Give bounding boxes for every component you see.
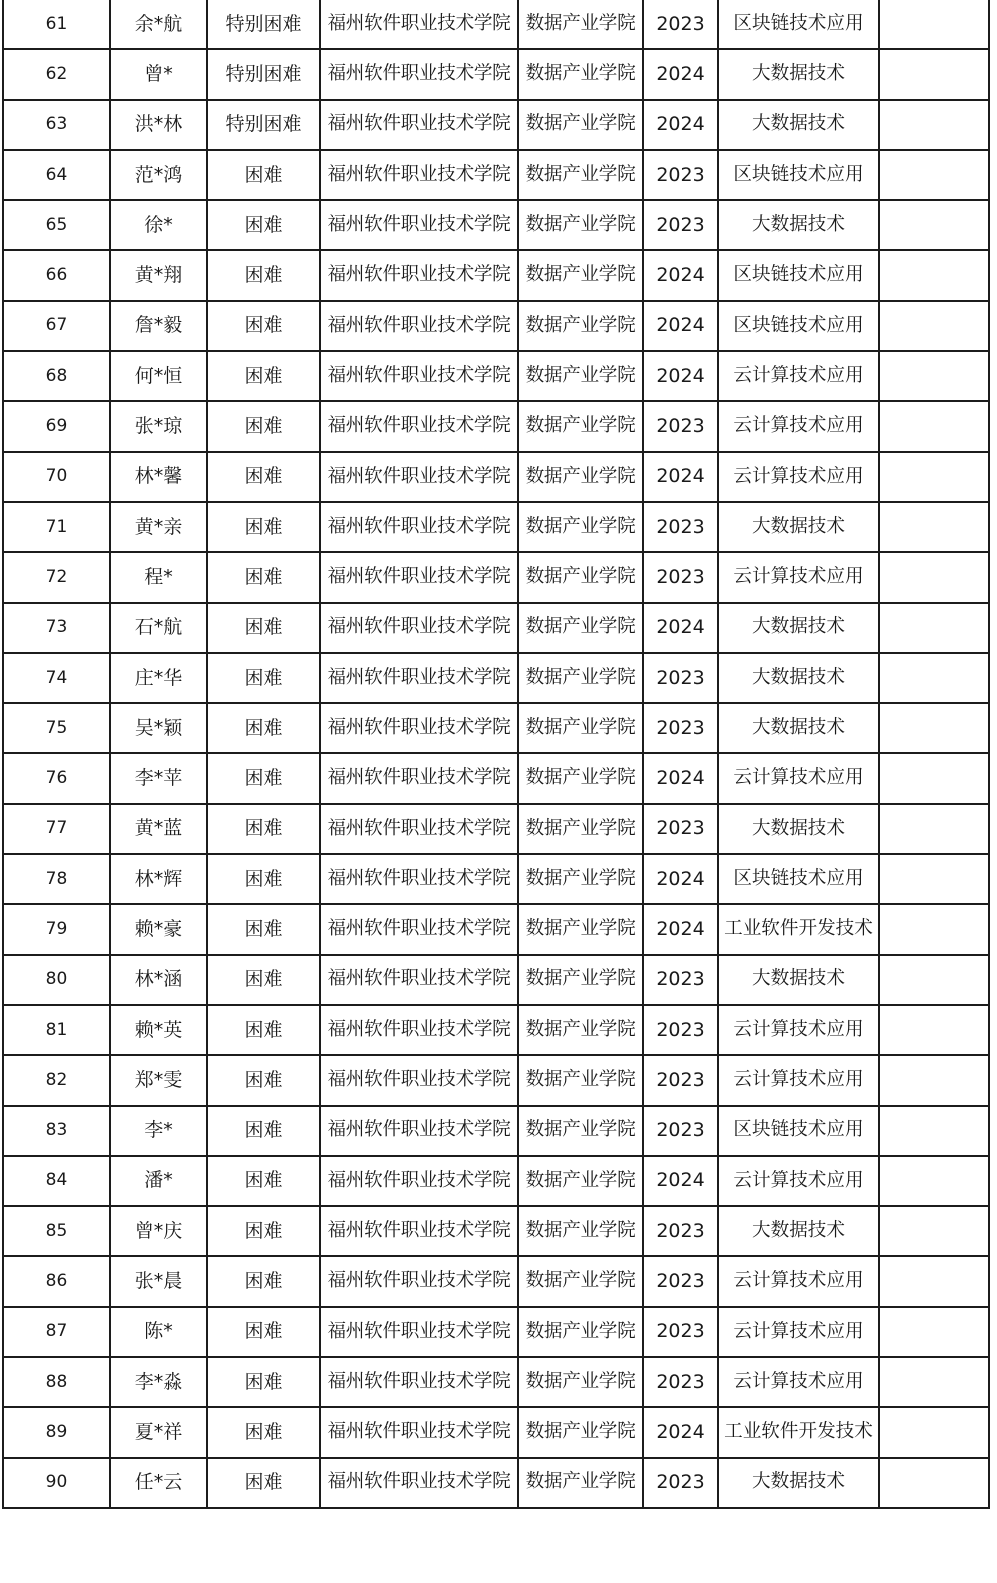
school-name-cell: 福州软件职业技术学院: [320, 804, 518, 854]
row-number-cell: 88: [3, 1357, 110, 1407]
empty-cell: [879, 804, 989, 854]
row-number-cell: 68: [3, 351, 110, 401]
row-number-cell: 71: [3, 502, 110, 552]
major-name-cell: 云计算技术应用: [718, 1005, 879, 1055]
major-name-cell: 云计算技术应用: [718, 401, 879, 451]
college-name-cell: 数据产业学院: [518, 351, 643, 401]
enrollment-year-cell: 2023: [643, 804, 718, 854]
student-name-cell: 曾*: [110, 49, 207, 99]
college-name-cell: 数据产业学院: [518, 250, 643, 300]
row-number-cell: 72: [3, 552, 110, 602]
hardship-level-cell: 困难: [207, 1055, 320, 1105]
hardship-level-cell: 困难: [207, 301, 320, 351]
student-name-cell: 洪*林: [110, 100, 207, 150]
row-number-cell: 79: [3, 904, 110, 954]
enrollment-year-cell: 2023: [643, 0, 718, 49]
student-name-cell: 詹*毅: [110, 301, 207, 351]
empty-cell: [879, 1256, 989, 1306]
school-name-cell: 福州软件职业技术学院: [320, 401, 518, 451]
student-name-cell: 李*苹: [110, 753, 207, 803]
empty-cell: [879, 1005, 989, 1055]
row-number-cell: 62: [3, 49, 110, 99]
school-name-cell: 福州软件职业技术学院: [320, 1005, 518, 1055]
table-row: [3, 703, 989, 753]
empty-cell: [879, 1156, 989, 1206]
student-name-cell: 庄*华: [110, 653, 207, 703]
enrollment-year-cell: 2024: [643, 904, 718, 954]
school-name-cell: 福州软件职业技术学院: [320, 552, 518, 602]
hardship-level-cell: 困难: [207, 1106, 320, 1156]
student-name-cell: 任*云: [110, 1458, 207, 1508]
college-name-cell: 数据产业学院: [518, 904, 643, 954]
table-row: [3, 301, 989, 351]
major-name-cell: 云计算技术应用: [718, 351, 879, 401]
empty-cell: [879, 49, 989, 99]
row-number-cell: 77: [3, 804, 110, 854]
hardship-level-cell: 困难: [207, 200, 320, 250]
major-name-cell: 云计算技术应用: [718, 1156, 879, 1206]
student-name-cell: 林*辉: [110, 854, 207, 904]
school-name-cell: 福州软件职业技术学院: [320, 1156, 518, 1206]
college-name-cell: 数据产业学院: [518, 100, 643, 150]
table-row: [3, 854, 989, 904]
hardship-level-cell: 困难: [207, 1005, 320, 1055]
hardship-level-cell: 困难: [207, 401, 320, 451]
college-name-cell: 数据产业学院: [518, 1156, 643, 1206]
empty-cell: [879, 1307, 989, 1357]
school-name-cell: 福州软件职业技术学院: [320, 653, 518, 703]
school-name-cell: 福州软件职业技术学院: [320, 1458, 518, 1508]
row-number-cell: 89: [3, 1407, 110, 1457]
hardship-level-cell: 困难: [207, 653, 320, 703]
college-name-cell: 数据产业学院: [518, 49, 643, 99]
hardship-level-cell: 困难: [207, 1307, 320, 1357]
enrollment-year-cell: 2023: [643, 955, 718, 1005]
enrollment-year-cell: 2024: [643, 753, 718, 803]
college-name-cell: 数据产业学院: [518, 1055, 643, 1105]
hardship-level-cell: 困难: [207, 1357, 320, 1407]
empty-cell: [879, 703, 989, 753]
enrollment-year-cell: 2023: [643, 1458, 718, 1508]
table-row: [3, 804, 989, 854]
table-row: [3, 1005, 989, 1055]
table-row: [3, 1407, 989, 1457]
hardship-level-cell: 困难: [207, 1407, 320, 1457]
empty-cell: [879, 753, 989, 803]
school-name-cell: 福州软件职业技术学院: [320, 351, 518, 401]
empty-cell: [879, 1206, 989, 1256]
major-name-cell: 云计算技术应用: [718, 1307, 879, 1357]
college-name-cell: 数据产业学院: [518, 1206, 643, 1256]
school-name-cell: 福州软件职业技术学院: [320, 1357, 518, 1407]
major-name-cell: 区块链技术应用: [718, 0, 879, 49]
enrollment-year-cell: 2024: [643, 250, 718, 300]
major-name-cell: 云计算技术应用: [718, 1357, 879, 1407]
table-row: [3, 250, 989, 300]
empty-cell: [879, 100, 989, 150]
enrollment-year-cell: 2024: [643, 351, 718, 401]
student-name-cell: 张*琼: [110, 401, 207, 451]
empty-cell: [879, 401, 989, 451]
hardship-level-cell: 困难: [207, 703, 320, 753]
college-name-cell: 数据产业学院: [518, 804, 643, 854]
major-name-cell: 区块链技术应用: [718, 301, 879, 351]
student-aid-table: [2, 0, 990, 1509]
empty-cell: [879, 502, 989, 552]
college-name-cell: 数据产业学院: [518, 502, 643, 552]
table-row: [3, 552, 989, 602]
major-name-cell: 云计算技术应用: [718, 1055, 879, 1105]
row-number-cell: 65: [3, 200, 110, 250]
table-row: [3, 753, 989, 803]
hardship-level-cell: 困难: [207, 1458, 320, 1508]
major-name-cell: 区块链技术应用: [718, 250, 879, 300]
hardship-level-cell: 特别困难: [207, 49, 320, 99]
hardship-level-cell: 困难: [207, 452, 320, 502]
school-name-cell: 福州软件职业技术学院: [320, 100, 518, 150]
row-number-cell: 81: [3, 1005, 110, 1055]
empty-cell: [879, 1055, 989, 1105]
college-name-cell: 数据产业学院: [518, 1106, 643, 1156]
college-name-cell: 数据产业学院: [518, 653, 643, 703]
college-name-cell: 数据产业学院: [518, 854, 643, 904]
row-number-cell: 74: [3, 653, 110, 703]
college-name-cell: 数据产业学院: [518, 401, 643, 451]
enrollment-year-cell: 2023: [643, 1357, 718, 1407]
hardship-level-cell: 困难: [207, 603, 320, 653]
student-name-cell: 范*鸿: [110, 150, 207, 200]
student-name-cell: 陈*: [110, 1307, 207, 1357]
empty-cell: [879, 200, 989, 250]
table-row: [3, 603, 989, 653]
student-name-cell: 余*航: [110, 0, 207, 49]
school-name-cell: 福州软件职业技术学院: [320, 1206, 518, 1256]
table-row: [3, 1206, 989, 1256]
enrollment-year-cell: 2023: [643, 200, 718, 250]
major-name-cell: 大数据技术: [718, 100, 879, 150]
college-name-cell: 数据产业学院: [518, 955, 643, 1005]
table-row: [3, 904, 989, 954]
major-name-cell: 工业软件开发技术: [718, 904, 879, 954]
table-row: [3, 351, 989, 401]
enrollment-year-cell: 2023: [643, 150, 718, 200]
enrollment-year-cell: 2023: [643, 1206, 718, 1256]
college-name-cell: 数据产业学院: [518, 301, 643, 351]
major-name-cell: 大数据技术: [718, 653, 879, 703]
enrollment-year-cell: 2023: [643, 502, 718, 552]
major-name-cell: 云计算技术应用: [718, 1256, 879, 1306]
student-name-cell: 程*: [110, 552, 207, 602]
student-name-cell: 夏*祥: [110, 1407, 207, 1457]
enrollment-year-cell: 2024: [643, 301, 718, 351]
empty-cell: [879, 452, 989, 502]
table-row: [3, 150, 989, 200]
hardship-level-cell: 困难: [207, 351, 320, 401]
hardship-level-cell: 困难: [207, 1256, 320, 1306]
college-name-cell: 数据产业学院: [518, 0, 643, 49]
table-row: [3, 401, 989, 451]
college-name-cell: 数据产业学院: [518, 1458, 643, 1508]
student-name-cell: 赖*豪: [110, 904, 207, 954]
empty-cell: [879, 301, 989, 351]
major-name-cell: 大数据技术: [718, 200, 879, 250]
row-number-cell: 84: [3, 1156, 110, 1206]
college-name-cell: 数据产业学院: [518, 1357, 643, 1407]
major-name-cell: 区块链技术应用: [718, 854, 879, 904]
table-row: [3, 1357, 989, 1407]
row-number-cell: 82: [3, 1055, 110, 1105]
row-number-cell: 85: [3, 1206, 110, 1256]
college-name-cell: 数据产业学院: [518, 452, 643, 502]
hardship-level-cell: 困难: [207, 250, 320, 300]
major-name-cell: 大数据技术: [718, 1206, 879, 1256]
empty-cell: [879, 854, 989, 904]
college-name-cell: 数据产业学院: [518, 1256, 643, 1306]
row-number-cell: 69: [3, 401, 110, 451]
table-row: [3, 100, 989, 150]
row-number-cell: 70: [3, 452, 110, 502]
row-number-cell: 66: [3, 250, 110, 300]
student-name-cell: 张*晨: [110, 1256, 207, 1306]
major-name-cell: 工业软件开发技术: [718, 1407, 879, 1457]
empty-cell: [879, 653, 989, 703]
student-name-cell: 郑*雯: [110, 1055, 207, 1105]
hardship-level-cell: 困难: [207, 904, 320, 954]
college-name-cell: 数据产业学院: [518, 150, 643, 200]
empty-cell: [879, 351, 989, 401]
empty-cell: [879, 1106, 989, 1156]
school-name-cell: 福州软件职业技术学院: [320, 1256, 518, 1306]
major-name-cell: 区块链技术应用: [718, 150, 879, 200]
hardship-level-cell: 特别困难: [207, 0, 320, 49]
empty-cell: [879, 603, 989, 653]
empty-cell: [879, 150, 989, 200]
student-name-cell: 石*航: [110, 603, 207, 653]
student-name-cell: 李*淼: [110, 1357, 207, 1407]
table-row: [3, 1307, 989, 1357]
enrollment-year-cell: 2024: [643, 100, 718, 150]
student-name-cell: 林*馨: [110, 452, 207, 502]
row-number-cell: 78: [3, 854, 110, 904]
school-name-cell: 福州软件职业技术学院: [320, 452, 518, 502]
table-row: [3, 1256, 989, 1306]
major-name-cell: 云计算技术应用: [718, 753, 879, 803]
school-name-cell: 福州软件职业技术学院: [320, 1055, 518, 1105]
major-name-cell: 区块链技术应用: [718, 1106, 879, 1156]
empty-cell: [879, 1458, 989, 1508]
school-name-cell: 福州软件职业技术学院: [320, 955, 518, 1005]
hardship-level-cell: 困难: [207, 854, 320, 904]
school-name-cell: 福州软件职业技术学院: [320, 753, 518, 803]
enrollment-year-cell: 2023: [643, 1307, 718, 1357]
enrollment-year-cell: 2024: [643, 49, 718, 99]
school-name-cell: 福州软件职业技术学院: [320, 1307, 518, 1357]
empty-cell: [879, 955, 989, 1005]
school-name-cell: 福州软件职业技术学院: [320, 904, 518, 954]
hardship-level-cell: 困难: [207, 804, 320, 854]
table-row: [3, 0, 989, 49]
row-number-cell: 80: [3, 955, 110, 1005]
row-number-cell: 63: [3, 100, 110, 150]
major-name-cell: 云计算技术应用: [718, 452, 879, 502]
major-name-cell: 大数据技术: [718, 502, 879, 552]
row-number-cell: 61: [3, 0, 110, 49]
enrollment-year-cell: 2024: [643, 854, 718, 904]
school-name-cell: 福州软件职业技术学院: [320, 150, 518, 200]
enrollment-year-cell: 2023: [643, 1256, 718, 1306]
student-name-cell: 何*恒: [110, 351, 207, 401]
major-name-cell: 大数据技术: [718, 49, 879, 99]
hardship-level-cell: 困难: [207, 1156, 320, 1206]
student-name-cell: 黄*亲: [110, 502, 207, 552]
hardship-level-cell: 困难: [207, 955, 320, 1005]
empty-cell: [879, 904, 989, 954]
row-number-cell: 87: [3, 1307, 110, 1357]
enrollment-year-cell: 2023: [643, 703, 718, 753]
student-name-cell: 黄*蓝: [110, 804, 207, 854]
major-name-cell: 大数据技术: [718, 703, 879, 753]
student-name-cell: 徐*: [110, 200, 207, 250]
major-name-cell: 大数据技术: [718, 603, 879, 653]
enrollment-year-cell: 2023: [643, 552, 718, 602]
student-name-cell: 赖*英: [110, 1005, 207, 1055]
enrollment-year-cell: 2023: [643, 401, 718, 451]
table-row: [3, 200, 989, 250]
student-name-cell: 林*涵: [110, 955, 207, 1005]
enrollment-year-cell: 2023: [643, 653, 718, 703]
table-row: [3, 502, 989, 552]
enrollment-year-cell: 2023: [643, 1005, 718, 1055]
enrollment-year-cell: 2023: [643, 1055, 718, 1105]
student-name-cell: 黄*翔: [110, 250, 207, 300]
table-row: [3, 653, 989, 703]
hardship-level-cell: 困难: [207, 1206, 320, 1256]
student-name-cell: 李*: [110, 1106, 207, 1156]
school-name-cell: 福州软件职业技术学院: [320, 200, 518, 250]
hardship-level-cell: 困难: [207, 552, 320, 602]
table-row: [3, 955, 989, 1005]
empty-cell: [879, 1407, 989, 1457]
major-name-cell: 云计算技术应用: [718, 552, 879, 602]
hardship-level-cell: 困难: [207, 502, 320, 552]
major-name-cell: 大数据技术: [718, 955, 879, 1005]
major-name-cell: 大数据技术: [718, 804, 879, 854]
table-row: [3, 452, 989, 502]
table-row: [3, 1156, 989, 1206]
school-name-cell: 福州软件职业技术学院: [320, 502, 518, 552]
student-name-cell: 吴*颖: [110, 703, 207, 753]
school-name-cell: 福州软件职业技术学院: [320, 603, 518, 653]
table-row: [3, 1458, 989, 1508]
empty-cell: [879, 552, 989, 602]
row-number-cell: 76: [3, 753, 110, 803]
college-name-cell: 数据产业学院: [518, 1307, 643, 1357]
row-number-cell: 90: [3, 1458, 110, 1508]
school-name-cell: 福州软件职业技术学院: [320, 703, 518, 753]
school-name-cell: 福州软件职业技术学院: [320, 49, 518, 99]
college-name-cell: 数据产业学院: [518, 603, 643, 653]
school-name-cell: 福州软件职业技术学院: [320, 1407, 518, 1457]
school-name-cell: 福州软件职业技术学院: [320, 0, 518, 49]
student-name-cell: 曾*庆: [110, 1206, 207, 1256]
row-number-cell: 67: [3, 301, 110, 351]
row-number-cell: 73: [3, 603, 110, 653]
row-number-cell: 83: [3, 1106, 110, 1156]
student-name-cell: 潘*: [110, 1156, 207, 1206]
row-number-cell: 64: [3, 150, 110, 200]
school-name-cell: 福州软件职业技术学院: [320, 1106, 518, 1156]
row-number-cell: 86: [3, 1256, 110, 1306]
enrollment-year-cell: 2024: [643, 1156, 718, 1206]
college-name-cell: 数据产业学院: [518, 703, 643, 753]
table-row: [3, 1055, 989, 1105]
empty-cell: [879, 0, 989, 49]
table-body: [3, 0, 989, 1508]
school-name-cell: 福州软件职业技术学院: [320, 854, 518, 904]
college-name-cell: 数据产业学院: [518, 552, 643, 602]
college-name-cell: 数据产业学院: [518, 1005, 643, 1055]
school-name-cell: 福州软件职业技术学院: [320, 250, 518, 300]
enrollment-year-cell: 2023: [643, 1106, 718, 1156]
hardship-level-cell: 困难: [207, 753, 320, 803]
hardship-level-cell: 困难: [207, 150, 320, 200]
hardship-level-cell: 特别困难: [207, 100, 320, 150]
enrollment-year-cell: 2024: [643, 452, 718, 502]
table-row: [3, 49, 989, 99]
empty-cell: [879, 1357, 989, 1407]
major-name-cell: 大数据技术: [718, 1458, 879, 1508]
empty-cell: [879, 250, 989, 300]
school-name-cell: 福州软件职业技术学院: [320, 301, 518, 351]
college-name-cell: 数据产业学院: [518, 200, 643, 250]
row-number-cell: 75: [3, 703, 110, 753]
college-name-cell: 数据产业学院: [518, 753, 643, 803]
enrollment-year-cell: 2024: [643, 603, 718, 653]
table-row: [3, 1106, 989, 1156]
enrollment-year-cell: 2024: [643, 1407, 718, 1457]
college-name-cell: 数据产业学院: [518, 1407, 643, 1457]
